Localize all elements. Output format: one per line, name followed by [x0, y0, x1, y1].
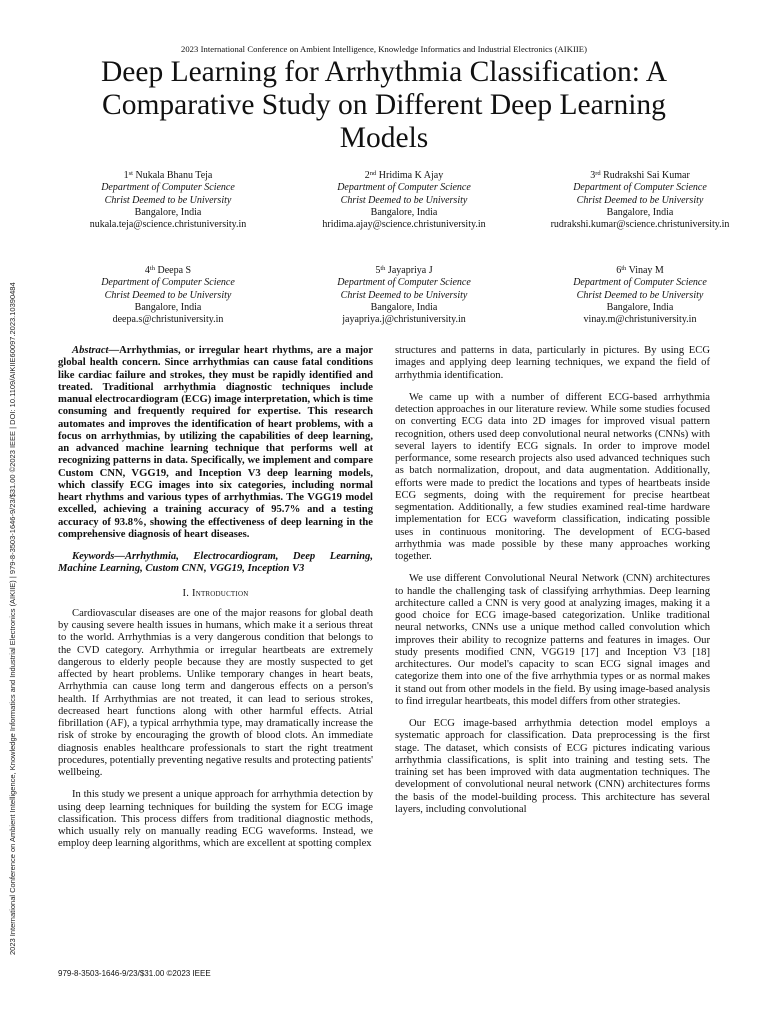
author-email: hridima.ajay@science.christuniversity.in: [322, 219, 486, 231]
paper-title: Deep Learning for Arrhythmia Classification: A Comparative Study on Different Deep Learning Models: [100, 56, 668, 154]
section-heading: I. Introduction: [182, 587, 249, 599]
side-doi-strip: 2023 International Conference on Ambient Intelligence, Knowledge Informatics and Industrial Electronics (AIKIIE) | 979-8-3503-1646-9/23/$31.00 ©2023 IEEE | DOI: 10.1109/AIKIIE60097.2023.10390484: [8, 282, 17, 955]
author-block: 5th Jayapriya J Department of Computer Science Christ Deemed to be University Bangalore, India jayapriya.j@christuniversity.in: [286, 263, 522, 326]
keywords: Keywords—Arrhythmia, Electrocardiogram, Deep Learning, Machine Learning, Custom CNN, VGG19, Inception V3: [58, 551, 373, 575]
keywords-text: Arrhythmia, Electrocardiogram, Deep Learning, Machine Learning, Custom CNN, VGG19, Inception V3: [58, 551, 373, 575]
paragraph: We use different Convolutional Neural Network (CNN) architectures to handle the challenging task of classifying arrhythmias. Deep learning architecture called a CNN is very good at analyzing images, making it a good choice for ECG image-based categorization. Unlike traditional neural networks, CNNs use a unique method called convolution which improves their ability to recognize patterns and features in images. Our study presents modified CNN, VGG19 [17] and Inception V3 [18] architectures. Our model's capacity to scan ECG signal images and categorize them into one of the five arrhythmia types or as normal makes it stand out from other models in the field. By using image-based analysis to find irregular heartbeats, this model differs from other strategies.: [395, 573, 710, 707]
author-block: 4th Deepa S Department of Computer Science Christ Deemed to be University Bangalore, India deepa.s@christuniversity.in: [50, 263, 286, 326]
author-email: vinay.m@christuniversity.in: [583, 314, 697, 326]
author-block: 2nd Hridima K Ajay Department of Computer Science Christ Deemed to be University Bangalore, India hridima.ajay@science.christuniversity.in: [286, 168, 522, 231]
author-name: Nukala Bhanu Teja: [135, 170, 213, 181]
author-name: Rudrakshi Sai Kumar: [603, 170, 690, 181]
author-email: nukala.teja@science.christuniversity.in: [89, 219, 247, 231]
author-block: 1st Nukala Bhanu Teja Department of Computer Science Christ Deemed to be University Bangalore, India nukala.teja@science.christuniversity.in: [50, 168, 286, 231]
abstract-text: Arrhythmias, or irregular heart rhythms, are a major global health concern. Since arrhythmias can cause fatal conditions like cardiac failure and strokes, they must be rapidly identified and treated. Traditional arrhythmia diagnostic techniques include manual electrocardiogram (ECG) image interpretation, which is time consuming and frequently required for expertise. This research automates and improves the identification of heart problems, with a focus on arrhythmias, by utilizing the capabilities of deep learning, an advanced machine learning technique that performs well at recognizing patterns in data. Specifically, we implement and compare Custom CNN, VGG19, and Inception V3 deep learning models, which classify ECG images into six categories, including normal heart rhythms and various types of arrhythmias. The VGG19 model excelled, achieving a training accuracy of 95.7% and a testing accuracy of 93.8%, showing the effectiveness of deep learning in the comprehensive diagnosis of heart diseases.: [58, 345, 373, 540]
author-name: Vinay M: [628, 265, 664, 276]
author-email: rudrakshi.kumar@science.christuniversity.in: [550, 219, 730, 231]
paragraph: We came up with a number of different ECG-based arrhythmia detection approaches in our literature review. While some studies focused on converting ECG data into 2D images for improved visual pattern recognition, others used deep convolutional neural networks (CNNs) with several layers to identify ECG signals. In order to improve model performance, some research projects also used advanced techniques such as batch normalization, dropout, and data augmentation. Additionally, efforts were made to predict the locations and types of heartbeats inside ECG segments, doing with the requirement for precise heartbeat segmentation. Additionally, a few studies examined real-time hardware implementation for ECG waveform classification, indicating possible uses in continuous monitoring. The development of ECG-based arrhythmia was made possible by these many approaches working together.: [395, 391, 710, 562]
author-name: Hridima K Ajay: [378, 170, 444, 181]
abstract: Abstract—Arrhythmias, or irregular heart rhythms, are a major global health concern. Since arrhythmias can cause fatal conditions like cardiac failure and strokes, they must be rapidly identified and treated. Traditional arrhythmia diagnostic techniques include manual electrocardiogram (ECG) image interpretation, which is time consuming and frequently required for expertise. This research automates and improves the identification of heart problems, with a focus on arrhythmias, by utilizing the capabilities of deep learning, an advanced machine learning technique that performs well at recognizing patterns in data. Specifically, we implement and compare Custom CNN, VGG19, and Inception V3 deep learning models, which classify ECG images into six categories, including normal heart rhythms and various types of arrhythmias. The VGG19 model excelled, achieving a training accuracy of 95.7% and a testing accuracy of 93.8%, showing the effectiveness of deep learning in the comprehensive diagnosis of heart diseases.: [58, 345, 373, 540]
author-block: 3rd Rudrakshi Sai Kumar Department of Computer Science Christ Deemed to be University Bangalore, India rudrakshi.kumar@science.christuniversity.in: [522, 168, 758, 231]
keywords-label: Keywords: [72, 551, 115, 562]
abstract-label: Abstract: [72, 345, 109, 356]
paragraph: structures and patterns in data, particularly in pictures. By using ECG images and applying deep learning techniques, we expand the field of arrhythmia identification.: [395, 345, 710, 381]
left-column: [58, 345, 373, 851]
conference-header: 2023 International Conference on Ambient Intelligence, Knowledge Informatics and Industrial Electronics (AIKIIE): [180, 44, 588, 54]
paragraph: Our ECG image-based arrhythmia detection model employs a systematic approach for classification. Data preprocessing is the first stage. The dataset, which consists of ECG pictures indicating various arrhythmia classifications, is split into training and testing sets. The training set has been improved with data augmentation techniques. The development of convolutional neural network (CNN) architectures forms the basis of the model-building process. This architecture has several layers, including convolutional: [395, 718, 710, 815]
author-email: jayapriya.j@christuniversity.in: [342, 314, 466, 326]
author-row-2: [50, 263, 718, 326]
paragraph: Cardiovascular diseases are one of the major reasons for global death by causing severe health issues in humans, which make it a serious threat to the world. Arrhythmias is a very dangerous condition that belongs to the CVD category. Arrhythmia or irregular heartbeats are extremely dangerous to elderly people because they are mostly suspected to get affected by heart problems. Unlike temporary changes in heart beats, Arrhythmia can cause long term and dangerous effects on a person's health. If Arrhythmias are not treated, it can lead to serious strokes, decreased heart functions along with other harmful effects. Atrial fibrillation (AF), a typical arrhythmia type, may dramatically increase the risk of stroke by encouraging the growth of blood clots. An immediate diagnosis enables healthcare professionals to start the right treatment procedures, potentially preventing negative results and protecting patients' wellbeing.: [58, 607, 373, 778]
author-email: deepa.s@christuniversity.in: [112, 314, 224, 326]
author-row-1: [50, 168, 730, 231]
right-column: [395, 345, 710, 816]
author-name: Jayapriya J: [387, 265, 433, 276]
copyright-footer: 979-8-3503-1646-9/23/$31.00 ©2023 IEEE: [58, 969, 211, 978]
paragraph: In this study we present a unique approach for arrhythmia detection by using deep learning techniques for building the system for ECG image classification. This process differs from traditional diagnostic methods, which usually rely on manually reading ECG waveforms. Instead, we employ deep learning algorithms, which are excellent at spotting complex: [58, 789, 373, 850]
author-name: Deepa S: [157, 265, 192, 276]
author-block: 6th Vinay M Department of Computer Science Christ Deemed to be University Bangalore, India vinay.m@christuniversity.in: [522, 263, 758, 326]
